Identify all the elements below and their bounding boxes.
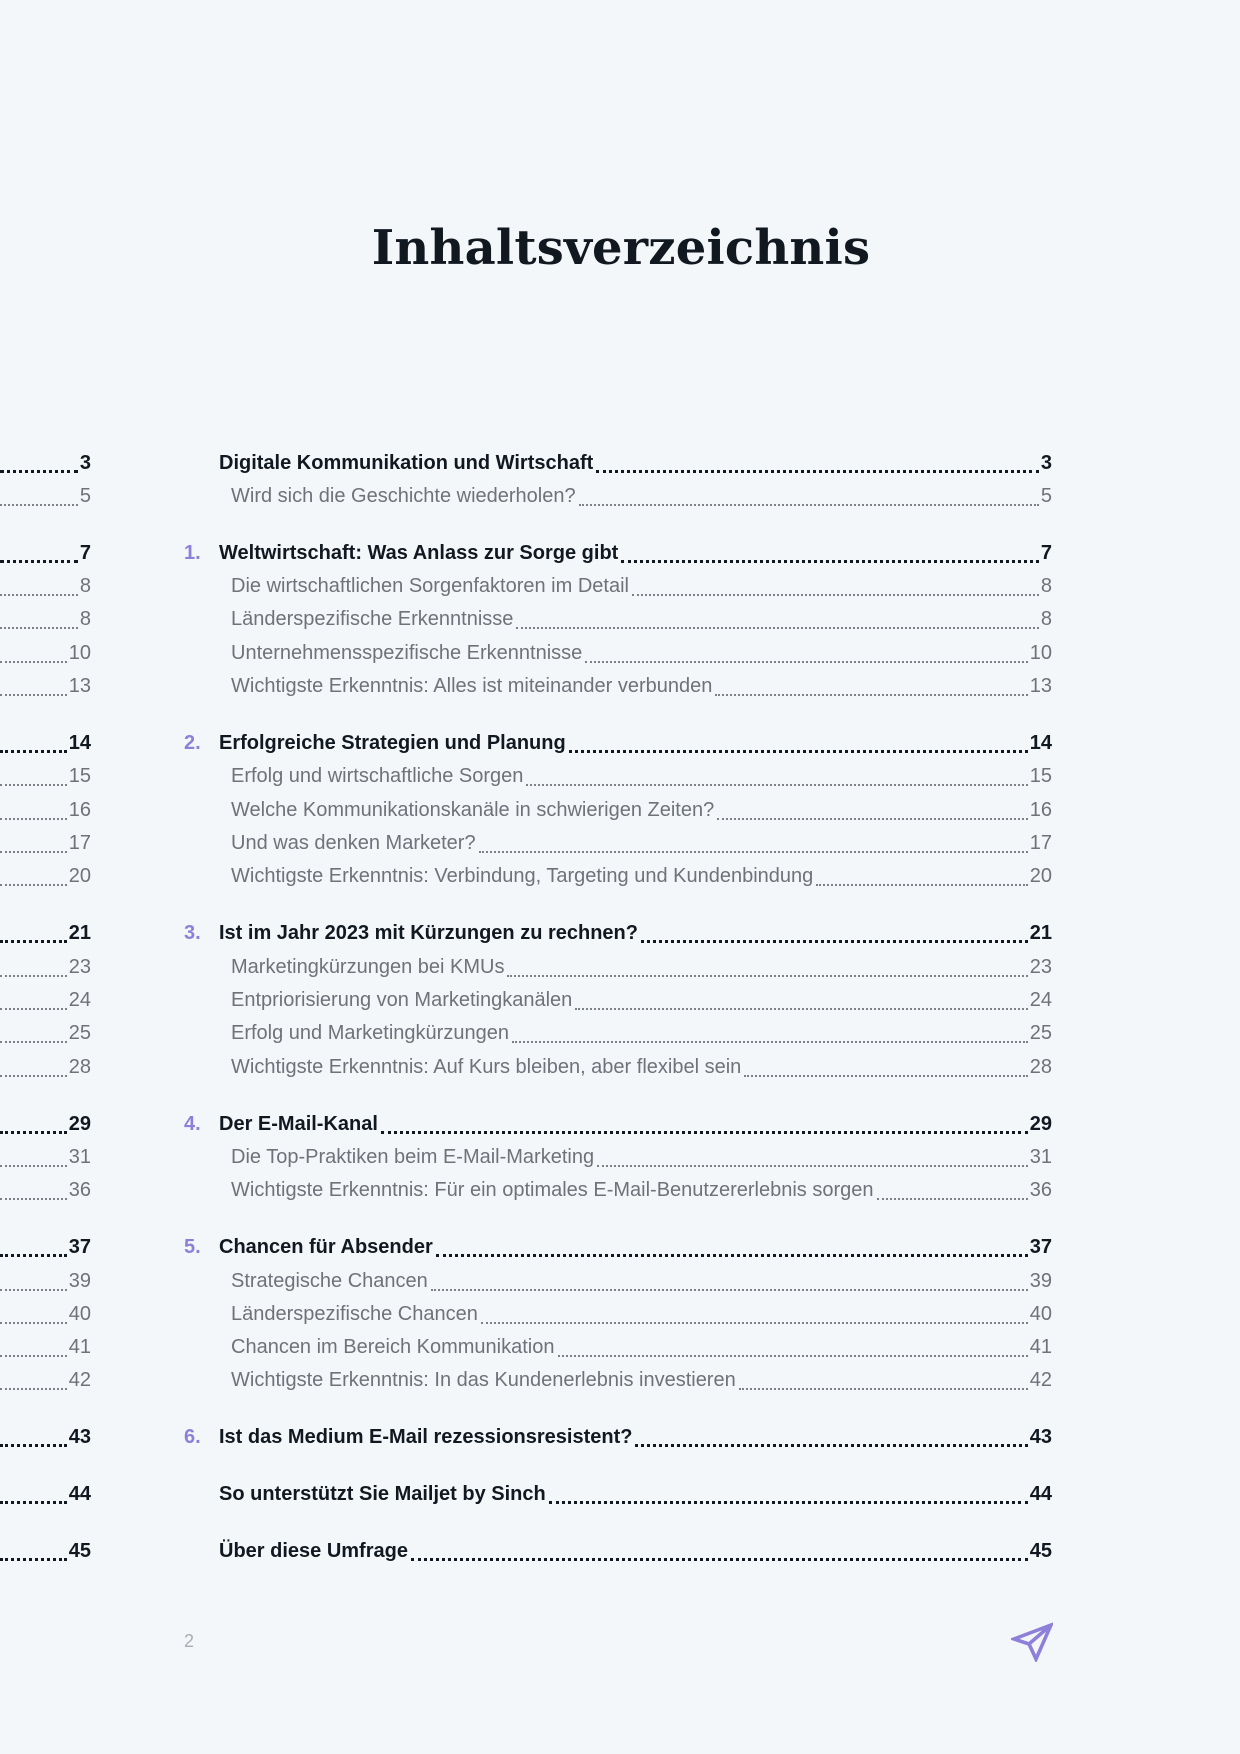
toc-section-entry[interactable] [231, 1265, 1052, 1295]
toc-entry-page: 44 [1029, 1483, 1052, 1505]
dot-leader [596, 456, 1039, 473]
dot-leader [621, 546, 1039, 563]
toc-entry-page: 14 [1029, 732, 1052, 754]
toc-entry-label: Digitale Kommunikation und Wirtschaft [219, 452, 594, 474]
toc-section-entry[interactable] [231, 570, 1052, 600]
toc-entry-page: 8 [1040, 575, 1052, 597]
dot-leader [632, 580, 1039, 596]
toc-section-entry[interactable] [231, 480, 1052, 510]
toc-entry-page: 29 [68, 1113, 91, 1135]
chapter-number: 6. [184, 1426, 201, 1448]
toc-entry-label: Marketingkürzungen bei KMUs [231, 956, 505, 978]
chapter-number: 4. [184, 1113, 201, 1135]
toc-chapter-entry[interactable] [184, 727, 1052, 757]
toc-entry-page: 3 [1040, 452, 1052, 474]
toc-section-entry[interactable] [231, 1364, 1052, 1394]
toc-entry-page: 24 [68, 989, 91, 1011]
toc-entry-page: 5 [1040, 485, 1052, 507]
toc-entry-label: Die wirtschaftlichen Sorgenfaktoren im Detail [231, 575, 629, 597]
toc-section-entry[interactable] [231, 1174, 1052, 1204]
dot-leader [715, 680, 1027, 696]
toc-entry-page: 42 [68, 1369, 91, 1391]
dot-leader [512, 1027, 1028, 1043]
dot-leader [507, 961, 1027, 977]
toc-entry-page: 7 [79, 542, 91, 564]
toc-entry-page: 41 [1029, 1336, 1052, 1358]
toc-section-entry[interactable] [231, 1331, 1052, 1361]
dot-leader [641, 926, 1028, 943]
dot-leader [579, 490, 1039, 506]
toc-entry-page: 17 [68, 832, 91, 854]
toc-section-entry[interactable] [231, 760, 1052, 790]
dot-leader [717, 804, 1028, 820]
toc-entry-page: 45 [68, 1540, 91, 1562]
toc-entry-label: Wichtigste Erkenntnis: In das Kundenerlebnis investieren [231, 1369, 736, 1391]
toc-entry-label: Wichtigste Erkenntnis: Auf Kurs bleiben, aber flexibel sein [231, 1056, 742, 1078]
toc-entry-label: Der E-Mail-Kanal [219, 1113, 378, 1135]
toc-chapter-entry[interactable] [184, 1421, 1052, 1451]
toc-entry-label: Ist im Jahr 2023 mit Kürzungen zu rechnen? [219, 922, 638, 944]
toc-section-entry[interactable] [231, 1298, 1052, 1328]
toc-entry-page: 7 [1040, 542, 1052, 564]
toc-entry-label: Wichtigste Erkenntnis: Für ein optimales E-Mail-Benutzererlebnis sorgen [231, 1179, 874, 1201]
toc-section-entry[interactable] [231, 951, 1052, 981]
chapter-number: 2. [184, 732, 201, 754]
toc-entry-page: 3 [79, 452, 91, 474]
toc-entry-page: 14 [68, 732, 91, 754]
toc-entry-page: 21 [1029, 922, 1052, 944]
toc-entry-label: Über diese Umfrage [219, 1540, 408, 1562]
toc-chapter-entry[interactable] [184, 1231, 1052, 1261]
toc-entry-label: Länderspezifische Erkenntnisse [231, 608, 514, 630]
toc-entry-page: 16 [1029, 799, 1052, 821]
toc-entry-page: 40 [1029, 1303, 1052, 1325]
toc-entry-page: 8 [79, 575, 91, 597]
dot-leader [381, 1117, 1028, 1134]
toc-entry-page: 44 [68, 1483, 91, 1505]
toc-entry-page: 39 [1029, 1270, 1052, 1292]
chapter-number: 3. [184, 922, 201, 944]
toc-entry-page: 17 [1029, 832, 1052, 854]
toc-entry-label: Und was denken Marketer? [231, 832, 476, 854]
dot-leader [635, 1430, 1027, 1447]
toc-entry-page: 15 [68, 765, 91, 787]
toc-entry-label: Erfolg und wirtschaftliche Sorgen [231, 765, 524, 787]
toc-chapter-entry[interactable] [219, 1478, 1052, 1508]
toc-entry-page: 25 [68, 1022, 91, 1044]
toc-section-entry[interactable] [231, 860, 1052, 890]
toc-section-entry[interactable] [231, 1141, 1052, 1171]
toc-entry-page: 13 [68, 675, 91, 697]
toc-entry-page: 23 [68, 956, 91, 978]
toc-entry-page: 43 [1029, 1426, 1052, 1448]
toc-entry-label: Wird sich die Geschichte wiederholen? [231, 485, 576, 507]
toc-entry-label: Ist das Medium E-Mail rezessionsresistent? [219, 1426, 633, 1448]
dot-leader [585, 647, 1027, 663]
toc-entry-page: 23 [1029, 956, 1052, 978]
dot-leader [739, 1374, 1028, 1390]
dot-leader [411, 1544, 1028, 1561]
toc-entry-page: 37 [1029, 1236, 1052, 1258]
dot-leader [436, 1240, 1028, 1257]
toc-entry-label: Entpriorisierung von Marketingkanälen [231, 989, 573, 1011]
toc-entry-label: Chancen für Absender [219, 1236, 433, 1258]
toc-entry-page: 41 [68, 1336, 91, 1358]
dot-leader [481, 1308, 1028, 1324]
toc-entry-label: Erfolgreiche Strategien und Planung [219, 732, 566, 754]
dot-leader [597, 1151, 1028, 1167]
toc-entry-page: 13 [1029, 675, 1052, 697]
toc-entry-label: Länderspezifische Chancen [231, 1303, 478, 1325]
toc-entry-page: 43 [68, 1426, 91, 1448]
toc-entry-label: Strategische Chancen [231, 1270, 428, 1292]
toc-section-entry[interactable] [231, 984, 1052, 1014]
dot-leader [575, 994, 1027, 1010]
chapter-number: 5. [184, 1236, 201, 1258]
toc-entry-page: 24 [1029, 989, 1052, 1011]
dot-leader [569, 736, 1028, 753]
toc-entry-page: 29 [1029, 1113, 1052, 1135]
toc-entry-page: 10 [1029, 642, 1052, 664]
toc-entry-label: Weltwirtschaft: Was Anlass zur Sorge gibt [219, 542, 619, 564]
toc-entry-label: Wichtigste Erkenntnis: Verbindung, Targeting und Kundenbindung [231, 865, 814, 887]
toc-chapter-entry[interactable] [184, 1108, 1052, 1138]
dot-leader [516, 613, 1038, 629]
toc-entry-page: 21 [68, 922, 91, 944]
dot-leader [479, 837, 1028, 853]
page-number: 2 [184, 1631, 195, 1651]
toc-entry-page: 31 [1029, 1146, 1052, 1168]
toc-entry-page: 45 [1029, 1540, 1052, 1562]
toc-section-entry[interactable] [231, 670, 1052, 700]
toc-entry-page: 36 [68, 1179, 91, 1201]
toc-section-entry[interactable] [231, 794, 1052, 824]
dot-leader [877, 1184, 1028, 1200]
toc-entry-label: Wichtigste Erkenntnis: Alles ist miteinander verbunden [231, 675, 713, 697]
toc-entry-page: 39 [68, 1270, 91, 1292]
toc-chapter-entry[interactable] [219, 1535, 1052, 1565]
toc-entry-page: 37 [68, 1236, 91, 1258]
toc-entry-page: 20 [1029, 865, 1052, 887]
toc-entry-page: 40 [68, 1303, 91, 1325]
toc-entry-label: Chancen im Bereich Kommunikation [231, 1336, 555, 1358]
toc-entry-page: 5 [79, 485, 91, 507]
page-title: Inhaltsverzeichnis [371, 220, 871, 276]
dot-leader [431, 1275, 1028, 1291]
toc-entry-label: Die Top-Praktiken beim E-Mail-Marketing [231, 1146, 595, 1168]
toc-section-entry[interactable] [231, 603, 1052, 633]
toc-section-entry[interactable] [231, 827, 1052, 857]
toc-entry-label: Erfolg und Marketingkürzungen [231, 1022, 509, 1044]
dot-leader [526, 770, 1027, 786]
toc-section-entry[interactable] [231, 1051, 1052, 1081]
toc-entry-page: 16 [68, 799, 91, 821]
paper-plane-icon [1011, 1622, 1053, 1662]
toc-entry-page: 28 [1029, 1056, 1052, 1078]
toc-chapter-entry[interactable] [184, 537, 1052, 567]
toc-entry-page: 8 [1040, 608, 1052, 630]
toc-entry-label: Unternehmensspezifische Erkenntnisse [231, 642, 583, 664]
toc-section-entry[interactable] [231, 1017, 1052, 1047]
toc-entry-page: 15 [1029, 765, 1052, 787]
toc-section-entry[interactable] [231, 637, 1052, 667]
toc-entry-page: 36 [1029, 1179, 1052, 1201]
toc-entry-label: So unterstützt Sie Mailjet by Sinch [219, 1483, 546, 1505]
toc-chapter-entry[interactable] [219, 447, 1052, 477]
dot-leader [549, 1487, 1028, 1504]
dot-leader [816, 870, 1027, 886]
dot-leader [744, 1061, 1027, 1077]
toc-entry-page: 25 [1029, 1022, 1052, 1044]
toc-chapter-entry[interactable] [184, 917, 1052, 947]
toc-entry-page: 10 [68, 642, 91, 664]
toc-entry-page: 28 [68, 1056, 91, 1078]
toc-entry-page: 31 [68, 1146, 91, 1168]
dot-leader [558, 1341, 1028, 1357]
toc-entry-label: Welche Kommunikationskanäle in schwierigen Zeiten? [231, 799, 715, 821]
toc-entry-page: 42 [1029, 1369, 1052, 1391]
chapter-number: 1. [184, 542, 201, 564]
toc-entry-page: 8 [79, 608, 91, 630]
toc-entry-page: 20 [68, 865, 91, 887]
